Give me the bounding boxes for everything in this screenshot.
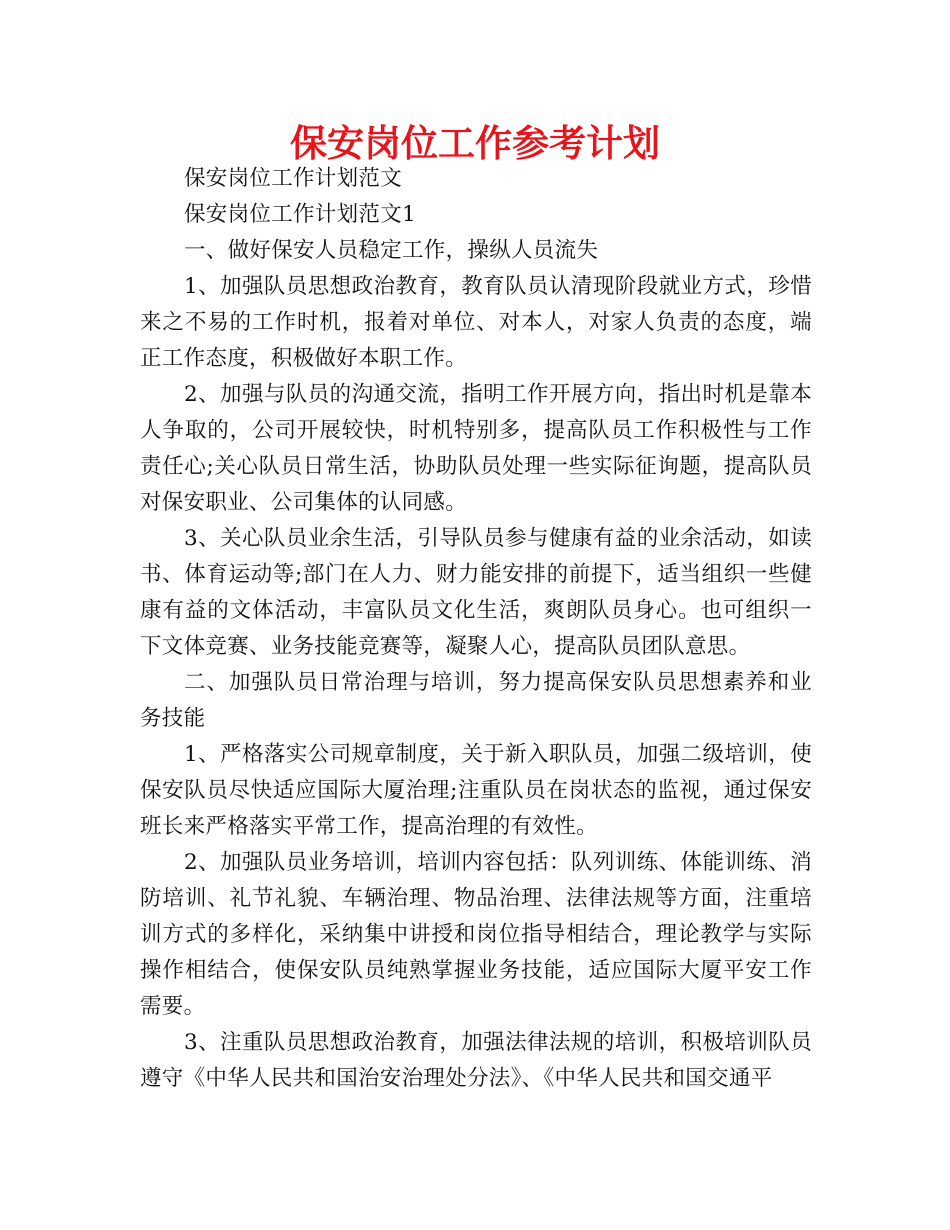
- document-body: [140, 161, 812, 1097]
- paragraph: 3、注重队员思想政治教育，加强法律法规的培训，积极培训队员遵守《中华人民共和国治安治理处分法》、《中华人民共和国交通平: [140, 1030, 812, 1091]
- paragraph-subtitle: 保安岗位工作计划范文: [184, 166, 403, 191]
- paragraph: 2、加强与队员的沟通交流，指明工作开展方向，指出时机是靠本人争取的，公司开展较快，时机特别多，提高队员工作积极性与工作责任心;关心队员日常生活，协助队员处理一些实际征询题，提高队员对保安职业、公司集体的认同感。: [140, 382, 812, 515]
- paragraph: 1、加强队员思想政治教育，教育队员认清现阶段就业方式，珍惜来之不易的工作时机，报着对单位、对本人，对家人负责的态度，端正工作态度，积极做好本职工作。: [140, 274, 812, 371]
- document-title: 保安岗位工作参考计划: [290, 122, 660, 165]
- paragraph: 1、严格落实公司规章制度，关于新入职队员，加强二级培训，使保安队员尽快适应国际大厦治理;注重队员在岗状态的监视，通过保安班长来严格落实平常工作，提高治理的有效性。: [140, 742, 812, 839]
- section-heading-1: 一、做好保安人员稳定工作，操纵人员流失: [184, 238, 599, 263]
- paragraph: 2、加强队员业务培训，培训内容包括：队列训练、体能训练、消防培训、礼节礼貌、车辆治理、物品治理、法律法规等方面，注重培训方式的多样化，采纳集中讲授和岗位指导相结合，理论教学与实际操作相结合，使保安队员纯熟掌握业务技能，适应国际大厦平安工作需要。: [140, 850, 812, 1019]
- section-heading-2: 二、加强队员日常治理与培训，努力提高保安队员思想素养和业务技能: [140, 670, 812, 731]
- paragraph: 3、关心队员业余生活，引导队员参与健康有益的业余活动，如读书、体育运动等;部门在人力、财力能安排的前提下，适当组织一些健康有益的文体活动，丰富队员文化生活，爽朗队员身心。也可组织一下文体竞赛、业务技能竞赛等，凝聚人心，提高队员团队意思。: [140, 526, 812, 659]
- paragraph-sample-heading: 保安岗位工作计划范文1: [184, 202, 416, 227]
